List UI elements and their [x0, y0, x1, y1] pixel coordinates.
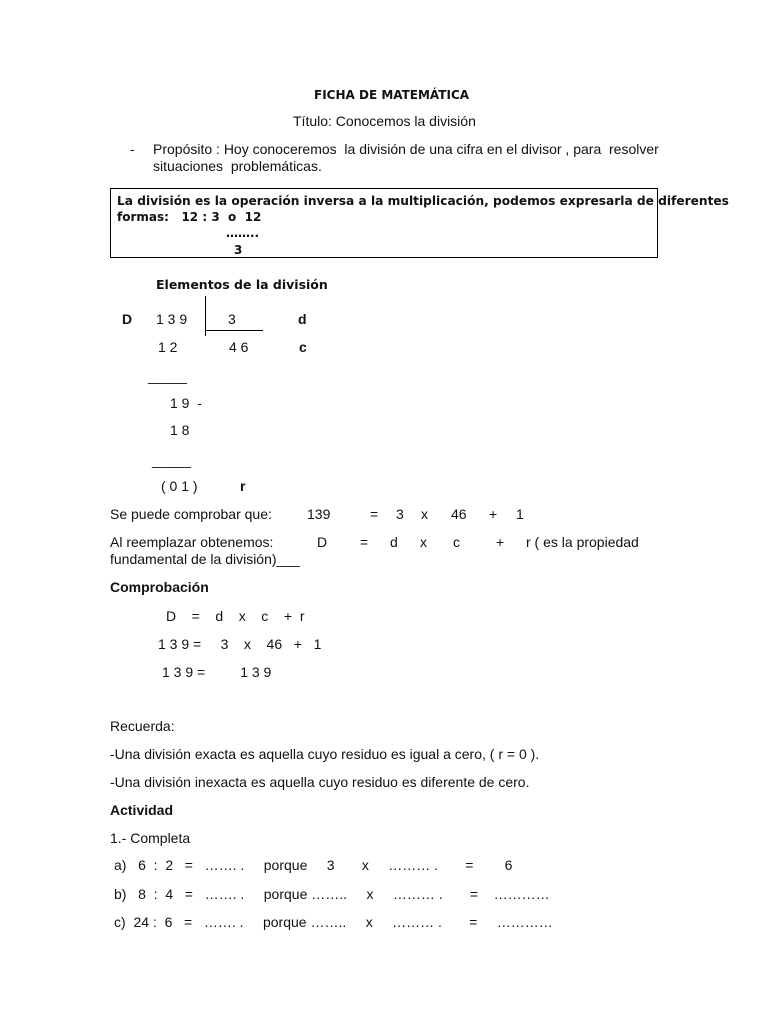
recuerda-inexacta: -Una división inexacta es aquella cuyo residuo es diferente de cero.	[110, 774, 530, 790]
replace-D: D	[317, 534, 328, 550]
actividad-item-a: a) 6 : 2 = ……. . porque 3 x ……… . = 6	[114, 857, 513, 873]
check-plus: +	[489, 506, 498, 522]
definition-three: 3	[234, 243, 243, 257]
replace-rest: r ( es la propiedad	[526, 534, 639, 550]
check-value-1: 1	[516, 506, 524, 522]
actividad-item-b: b) 8 : 4 = ……. . porque …….. x ……… . = …………	[114, 886, 550, 902]
purpose-line-1: Propósito : Hoy conoceremos la división de una cifra en el divisor , para resolver	[153, 141, 659, 157]
check-label: Se puede comprobar que:	[110, 506, 272, 522]
replace-times: x	[420, 534, 427, 550]
recuerda-exacta: -Una división exacta es aquella cuyo residuo es igual a cero, ( r = 0 ).	[110, 746, 540, 762]
definition-line-2: formas: 12 : 3 o 12	[117, 210, 262, 224]
remainder: ( 0 1 )	[161, 478, 198, 494]
check-times: x	[421, 506, 428, 522]
comprobacion-row-3: 1 3 9 = 1 3 9	[162, 664, 272, 680]
division-horizontal-bar	[205, 330, 263, 331]
comprobacion-row-2: 1 3 9 = 3 x 46 + 1	[158, 636, 322, 652]
subtraction-line-1: _____	[148, 368, 187, 384]
replace-c: c	[453, 534, 460, 550]
dividend: 1 3 9	[156, 311, 188, 327]
check-value-139: 139	[307, 506, 331, 522]
label-r: r	[240, 478, 246, 494]
replace-line-2: fundamental de la división)___	[110, 551, 300, 567]
purpose-line-2: situaciones problemáticas.	[153, 158, 322, 174]
label-d: d	[298, 311, 307, 327]
label-c: c	[299, 339, 307, 355]
step-1: 1 2	[158, 339, 178, 355]
step-3: 1 8	[170, 422, 190, 438]
subtraction-line-2: _____	[152, 452, 191, 468]
check-equals: =	[370, 506, 379, 522]
replace-label: Al reemplazar obtenemos:	[110, 534, 274, 550]
step-2: 1 9 -	[170, 395, 202, 411]
page-title: FICHA DE MATEMÁTICA	[314, 88, 470, 102]
replace-plus: +	[496, 534, 505, 550]
replace-equals: =	[360, 534, 369, 550]
actividad-instruction: 1.- Completa	[110, 830, 191, 846]
label-D: D	[122, 311, 133, 327]
recuerda-heading: Recuerda:	[110, 718, 175, 734]
elements-heading: Elementos de la división	[156, 277, 328, 292]
definition-dots: ……..	[226, 226, 260, 240]
comprobacion-row-1: D = d x c + r	[166, 608, 305, 624]
check-value-3: 3	[396, 506, 404, 522]
comprobacion-heading: Comprobación	[110, 579, 209, 595]
divisor: 3	[228, 311, 236, 327]
purpose-bullet: -	[130, 141, 135, 157]
actividad-heading: Actividad	[110, 802, 174, 818]
subtitle: Título: Conocemos la división	[293, 113, 476, 129]
definition-line-1: La división es la operación inversa a la multiplicación, podemos expresarla de diferentes	[117, 194, 729, 208]
quotient: 4 6	[229, 339, 249, 355]
check-value-46: 46	[451, 506, 467, 522]
actividad-item-c: c) 24 : 6 = ……. . porque …….. x ……… . = …………	[114, 914, 553, 930]
replace-d: d	[390, 534, 398, 550]
